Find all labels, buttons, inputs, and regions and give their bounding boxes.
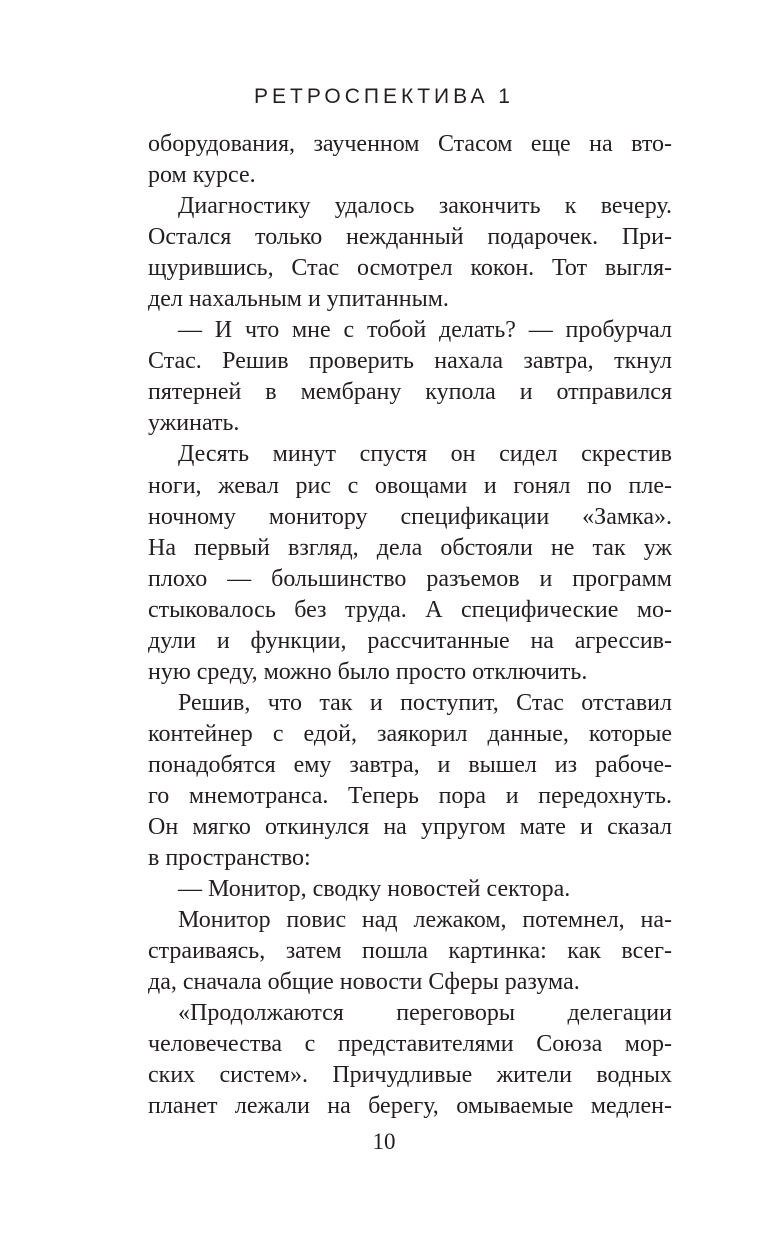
text-line: — И что мне с тобой делать? — пробурчал (178, 317, 672, 344)
running-head: РЕТРОСПЕКТИВА 1 (254, 85, 514, 108)
text-line: стыковалось без труда. А специфические мо- (148, 596, 672, 623)
text-line: Десять минут спустя он сидел скрестив (178, 441, 672, 468)
text-line: плохо — большинство разъемов и программ (148, 565, 672, 592)
text-line: дел нахальным и упитанным. (148, 286, 449, 313)
text-line: да, сначала общие новости Сферы разума. (148, 969, 580, 996)
text-line: контейнер с едой, заякорил данные, которые (148, 720, 672, 747)
text-line: Он мягко откинулся на упругом мате и сказал (148, 814, 672, 841)
text-line: планет лежали на берегу, омываемые медлен- (148, 1093, 672, 1120)
text-line: оборудования, заученном Стасом еще на вто- (148, 131, 672, 157)
text-line: Монитор повис над лежаком, потемнел, на- (178, 907, 672, 934)
text-line: понадобятся ему завтра, и вышел из рабоче- (148, 751, 672, 778)
text-line: Диагностику удалось закончить к вечеру. (178, 193, 672, 220)
text-line: ную среду, можно было просто отключить. (148, 658, 588, 685)
text-line: ужинать. (148, 410, 240, 437)
text-line: пятерней в мембрану купола и отправился (148, 379, 672, 406)
text-line: «Продолжаются переговоры делегации (178, 1000, 672, 1027)
text-line: страиваясь, затем пошла картинка: как всег- (148, 938, 672, 965)
text-line: щурившись, Стас осмотрел кокон. Тот выгля- (148, 255, 672, 282)
page-number: 10 (372, 1129, 396, 1154)
text-line: Решив, что так и поступит, Стас отставил (178, 689, 672, 716)
text-line: На первый взгляд, дела обстояли не так уж (148, 534, 672, 561)
body-text (148, 129, 672, 1123)
text-line: ноги, жевал рис с овощами и гонял по пле- (148, 472, 672, 499)
text-line: Стас. Решив проверить нахала завтра, ткнул (148, 348, 672, 375)
text-line: ских систем». Причудливые жители водных (148, 1062, 672, 1089)
text-line: — Монитор, сводку новостей сектора. (178, 876, 571, 903)
text-line: го мнемотранса. Теперь пора и передохнуть. (148, 782, 672, 809)
text-line: Остался только нежданный подарочек. При- (148, 224, 672, 251)
text-line: человечества с представителями Союза мор- (148, 1031, 672, 1058)
text-line: в пространство: (148, 845, 311, 872)
text-line: ночному монитору спецификации «Замка». (148, 503, 672, 530)
text-line: ром курсе. (148, 162, 256, 189)
text-line: дули и функции, рассчитанные на агрессив- (148, 627, 672, 654)
